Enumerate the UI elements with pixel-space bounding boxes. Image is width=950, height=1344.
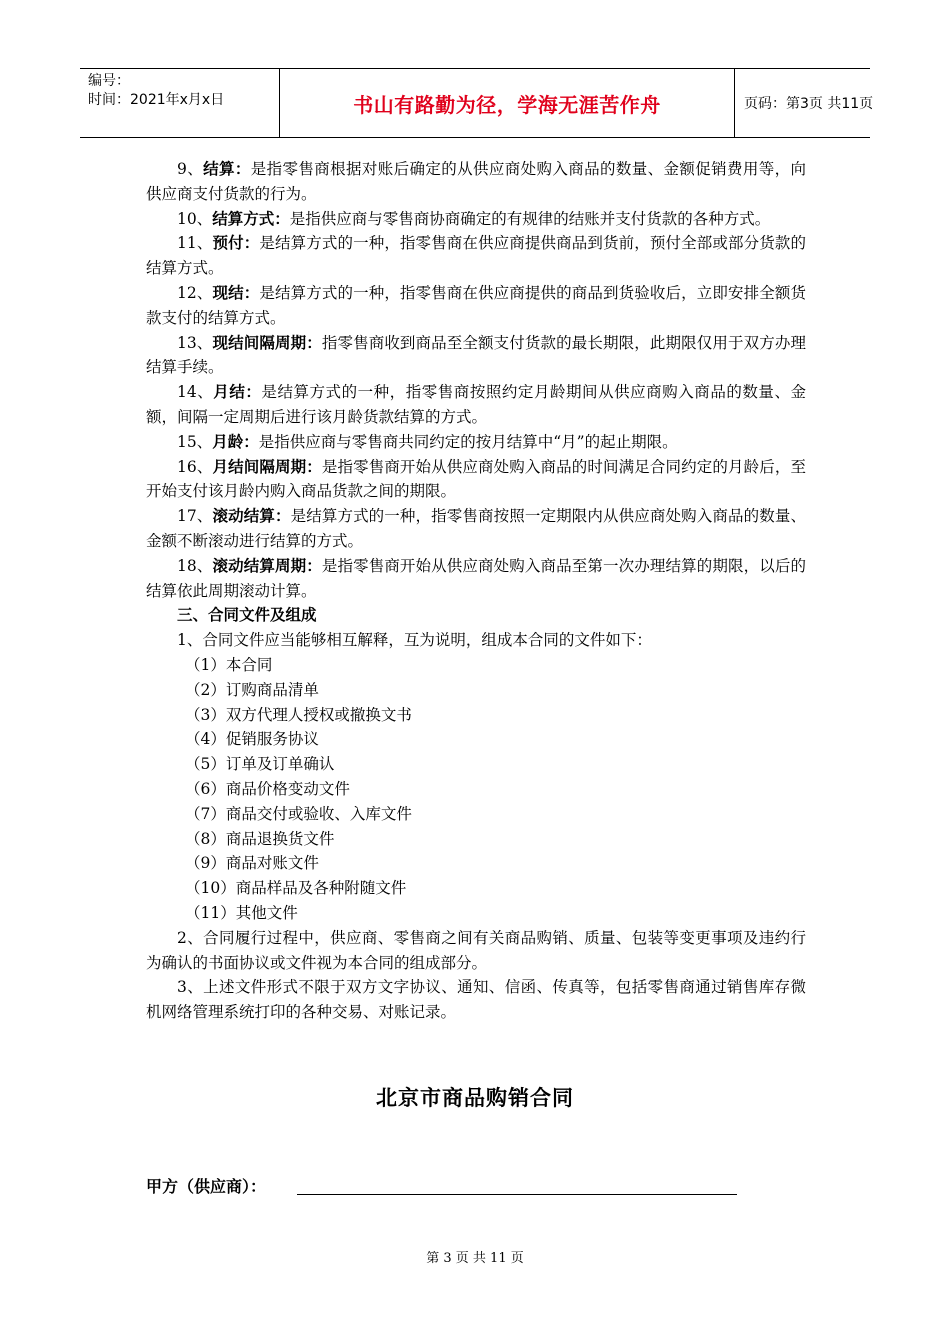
definition-item <box>146 380 806 430</box>
definition-item <box>146 504 806 554</box>
definition-item <box>146 281 806 331</box>
section-intro: 1、合同文件应当能够相互解释，互为说明，组成本合同的文件如下： <box>177 631 652 650</box>
list-item: （8）商品退换货文件 <box>185 829 335 848</box>
definition-text: 是结算方式的一种，指零售商按照一定期限内从供应商处购入商品的数量、金额不断滚动进行结算的方式。 <box>146 507 806 550</box>
definition-number: 10、 <box>177 209 213 228</box>
definition-term: 滚动结算： <box>212 506 291 526</box>
definition-number: 17、 <box>177 507 213 526</box>
document-list <box>146 653 806 926</box>
list-item: （5）订单及订单确认 <box>185 755 335 774</box>
section-paragraph-3: 3、上述文件形式不限于双方文字协议、通知、信函、传真等，包括零售商通过销售库存微机网络管理系统打印的各种交易、对账记录。 <box>146 978 806 1022</box>
header-motto: 书山有路勤为径，学海无涯苦作舟 <box>353 92 661 117</box>
definition-text: 是指供应商与零售商共同约定的按月结算中“月”的起止期限。 <box>258 432 678 451</box>
list-item: （7）商品交付或验收、入库文件 <box>185 804 412 823</box>
header-motto-cell <box>280 69 735 137</box>
definition-text: 是指供应商与零售商协商确定的有规律的结账并支付货款的各种方式。 <box>289 209 771 228</box>
definition-term: 滚动结算周期： <box>212 555 322 575</box>
time-label: 时间：2021年x月x日 <box>88 92 225 108</box>
definition-item <box>146 554 806 604</box>
definition-term: 预付： <box>212 233 260 253</box>
number-label: 编号： <box>88 73 130 89</box>
document-body <box>146 157 806 1025</box>
list-item: （1）本合同 <box>185 655 273 674</box>
definitions-list <box>146 157 806 603</box>
definition-number: 14、 <box>177 383 214 402</box>
definition-text: 是指零售商开始从供应商处购入商品的时间满足合同约定的月龄后，至开始支付该月龄内购入商品货款之间的期限。 <box>146 457 806 501</box>
party-a-label: 甲方（供应商）： <box>146 1177 267 1196</box>
definition-term: 结算方式： <box>212 208 290 228</box>
party-a-blank-line <box>297 1194 737 1195</box>
definition-number: 9、 <box>177 160 204 178</box>
list-item: （10）商品样品及各种附随文件 <box>185 879 407 898</box>
definition-item <box>146 157 806 207</box>
list-item: （4）促销服务协议 <box>185 730 319 749</box>
header-page-code: 页码：第3页 共11页 <box>744 96 874 112</box>
definition-text: 指零售商收到商品至全额支付货款的最长期限，此期限仅用于双方办理结算手续。 <box>146 333 806 377</box>
section-heading: 三、合同文件及组成 <box>177 605 317 625</box>
list-item: （9）商品对账文件 <box>185 854 319 873</box>
contract-title: 北京市商品购销合同 <box>376 1086 574 1110</box>
definition-text: 是结算方式的一种，指零售商在供应商提供商品到货前，预付全部或部分货款的结算方式。 <box>146 234 806 278</box>
definition-item <box>146 455 806 505</box>
definition-number: 18、 <box>177 556 213 575</box>
definition-item <box>146 207 806 232</box>
page-header <box>80 68 874 138</box>
definition-term: 结算： <box>203 159 251 178</box>
definition-term: 月龄： <box>212 431 259 451</box>
definition-term: 月结间隔周期： <box>212 456 322 476</box>
definition-number: 12、 <box>177 283 213 302</box>
list-item: （6）商品价格变动文件 <box>185 779 350 798</box>
definition-text: 是结算方式的一种，指零售商按照约定月龄期间从供应商购入商品的数量、金额，间隔一定周期后进行该月龄货款结算的方式。 <box>146 383 806 426</box>
definition-item <box>146 331 806 381</box>
definition-item <box>146 430 806 455</box>
page-footer: 第 3 页 共 11 页 <box>426 1251 524 1266</box>
definition-text: 是结算方式的一种，指零售商在供应商提供的商品到货验收后，立即安排全额货款支付的结算方式。 <box>146 283 806 327</box>
definition-term: 月结： <box>213 382 262 402</box>
definition-number: 15、 <box>177 432 213 451</box>
list-item: （2）订购商品清单 <box>185 680 319 699</box>
definition-item <box>146 231 806 281</box>
definition-text: 是指零售商根据对账后确定的从供应商处购入商品的数量、金额促销费用等，向供应商支付货款的行为。 <box>146 160 806 203</box>
section-paragraph-2: 2、合同履行过程中，供应商、零售商之间有关商品购销、质量、包装等变更事项及违约行为确认的书面协议或文件视为本合同的组成部分。 <box>146 928 806 972</box>
definition-term: 现结间隔周期： <box>212 332 322 352</box>
definition-term: 现结： <box>212 282 260 302</box>
definition-number: 13、 <box>177 333 213 352</box>
list-item: （11）其他文件 <box>185 903 298 922</box>
definition-number: 16、 <box>177 457 213 476</box>
header-meta <box>80 69 280 137</box>
list-item: （3）双方代理人授权或撤换文书 <box>185 705 412 724</box>
definition-number: 11、 <box>177 234 213 253</box>
definition-text: 是指零售商开始从供应商处购入商品至第一次办理结算的期限，以后的结算依此周期滚动计算。 <box>146 556 806 600</box>
